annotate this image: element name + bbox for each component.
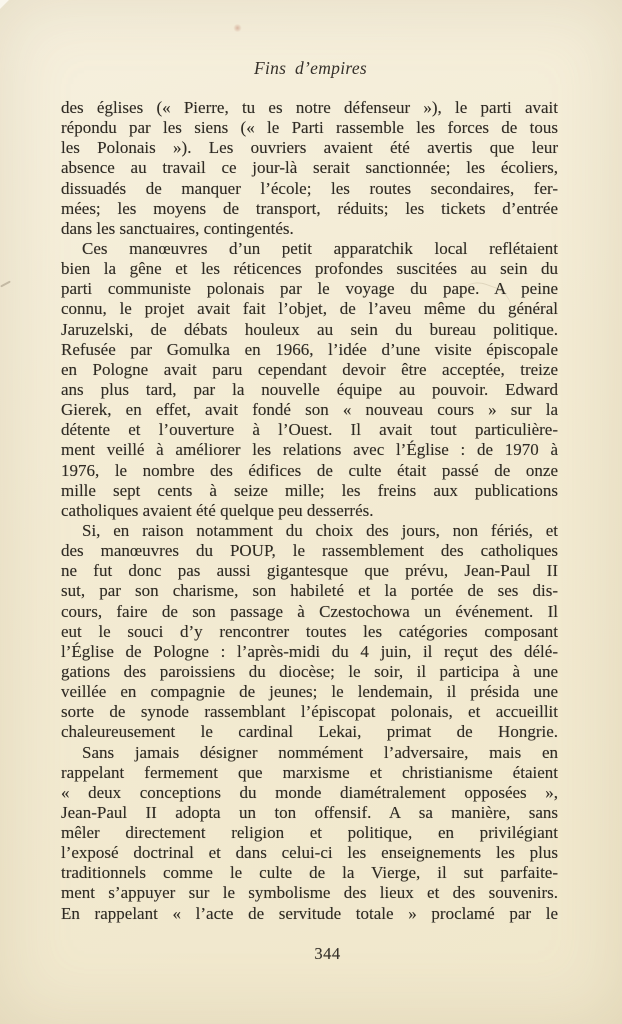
- text-line: catholiques avaient été quelque peu desserrés.: [61, 500, 374, 520]
- text-line: Jaruzelski, de débats houleux au sein du bureau politique.: [61, 319, 558, 339]
- page-corner-highlight: [0, 0, 9, 9]
- text-line: eut le souci d’y rencontrer toutes les catégories composant: [61, 621, 558, 641]
- text-line: Refusée par Gomulka en 1966, l’idée d’une visite épiscopale: [61, 339, 558, 359]
- text-line: sut, par son charisme, son habileté et la portée de ses dis-: [61, 581, 558, 601]
- text-line: cours, faire de son passage à Czestochowa un événement. Il: [61, 601, 558, 621]
- paragraph: [61, 521, 558, 743]
- text-line: veillée en compagnie de jeunes; le lendemain, il présida une: [61, 682, 558, 702]
- text-line: connu, le projet avait fait l’objet, de l’aveu même du général: [61, 299, 558, 319]
- text-line: l’exposé doctrinal et dans celui-ci les enseignements les plus: [61, 843, 558, 863]
- text-line: parti communiste polonais par le voyage du pape. A peine: [61, 279, 558, 299]
- text-line: ment veillé à améliorer les relations avec l’Église : de 1970 à: [61, 440, 558, 460]
- text-line: ment s’appuyer sur le symbolisme des lieux et des souvenirs.: [61, 883, 558, 903]
- text-line: en Pologne avait paru cependant devoir être acceptée, treize: [61, 359, 558, 379]
- text-line: chaleureusement le cardinal Lekai, primat de Hongrie.: [61, 722, 558, 742]
- paragraph: [61, 239, 558, 521]
- text-line: 1976, le nombre des édifices de culte était passé de onze: [61, 460, 558, 480]
- text-line: mille sept cents à seize mille; les freins aux publications: [61, 480, 558, 500]
- text-line: ans plus tard, par la nouvelle équipe au pouvoir. Edward: [61, 379, 558, 399]
- text-line: Sans jamais désigner nommément l’adversaire, mais en: [82, 742, 558, 762]
- text-line: Ces manœuvres d’un petit apparatchik local reflétaient: [82, 238, 558, 258]
- text-line: Si, en raison notamment du choix des jours, non fériés, et: [82, 520, 558, 540]
- paper-mark: [0, 281, 11, 288]
- text-line: mées; les moyens de transport, réduits; les tickets d’entrée: [61, 198, 558, 218]
- text-line: « deux conceptions du monde diamétralement opposées »,: [61, 782, 558, 802]
- text-line: répondu par les siens (« le Parti rassemble les forces de tous: [61, 118, 558, 138]
- paper-speck: [233, 24, 242, 32]
- text-line: Gierek, en effet, avait fondé son « nouveau cours » sur la: [61, 400, 558, 420]
- text-line: dans les sanctuaires, contingentés.: [61, 218, 294, 238]
- text-line: dissuadés de manquer l’école; les routes secondaires, fer-: [61, 178, 558, 198]
- text-line: rappelant fermement que marxisme et christianisme étaient: [61, 762, 558, 782]
- paragraph: [61, 98, 558, 239]
- paragraph: [61, 743, 558, 924]
- text-line: gations des paroissiens du diocèse; le soir, il participa à une: [61, 661, 558, 681]
- text-line: mêler directement religion et politique, en privilégiant: [61, 823, 558, 843]
- text-line: ne fut donc pas aussi gigantesque que prévu, Jean-Paul II: [61, 561, 558, 581]
- body-text: [61, 98, 558, 924]
- text-line: traditionnels comme le culte de la Vierge, il sut parfaite-: [61, 863, 558, 883]
- text-line: les Polonais »). Les ouvriers avaient été avertis que leur: [61, 138, 558, 158]
- page-number: 344: [314, 944, 341, 963]
- text-line: des manœuvres du POUP, le rassemblement des catholiques: [61, 541, 558, 561]
- text-line: sorte de synode rassemblant l’épiscopat polonais, et accueillit: [61, 702, 558, 722]
- text-line: Jean-Paul II adopta un ton offensif. A sa manière, sans: [61, 802, 558, 822]
- text-line: l’Église de Pologne : l’après-midi du 4 juin, il reçut des délé-: [61, 641, 558, 661]
- text-line: des églises (« Pierre, tu es notre défenseur »), le parti avait: [61, 98, 558, 117]
- running-head: Fins d’empires: [253, 58, 368, 78]
- text-line: bien la gêne et les réticences profondes suscitées au sein du: [61, 259, 558, 279]
- text-line: absence au travail ce jour-là serait sanctionnée; les écoliers,: [61, 158, 558, 178]
- text-line: En rappelant « l’acte de servitude totale » proclamé par le: [61, 903, 558, 923]
- text-line: détente et l’ouverture à l’Ouest. Il avait tout particulière-: [61, 420, 558, 440]
